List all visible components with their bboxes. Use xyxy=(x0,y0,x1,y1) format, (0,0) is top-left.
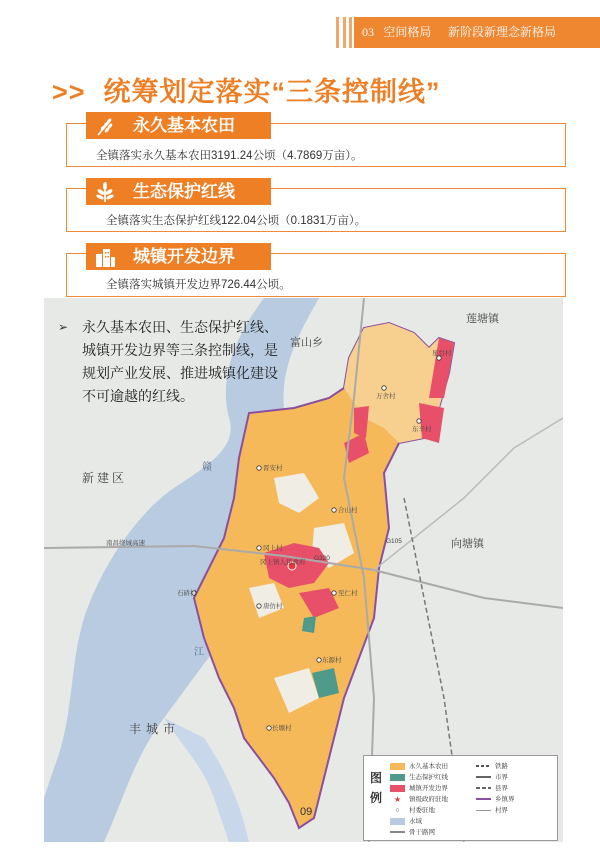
legend-title: 图例 xyxy=(370,771,383,805)
title-arrows: >> xyxy=(52,77,86,107)
legend-label: 铁路 xyxy=(495,763,508,770)
legend-item-road xyxy=(390,828,435,837)
urban-text: 全镇落实城镇开发边界726.44公顷。 xyxy=(106,279,291,291)
legend-label: 生态保护红线 xyxy=(409,774,448,781)
legend-label: 村委驻地 xyxy=(409,807,435,814)
legend-label: 市界 xyxy=(495,774,508,781)
legend-label: 永久基本农田 xyxy=(409,763,448,770)
legend-swatch xyxy=(476,787,491,789)
label-xinjian: 新建区 xyxy=(82,471,128,485)
plant-icon xyxy=(94,181,116,203)
label-road-g320: G320 xyxy=(314,555,330,562)
legend-swatch xyxy=(390,774,405,781)
legend-swatch xyxy=(390,818,405,825)
legend-label: 城镇开发边界 xyxy=(409,785,448,792)
label-xiangtang: 向塘镇 xyxy=(451,538,484,550)
urban-tab xyxy=(86,243,271,270)
chapter-title: 空间格局 xyxy=(383,25,432,39)
label-zhiren-village: 至仁村 xyxy=(338,590,358,597)
eco-redline xyxy=(302,616,316,633)
label-gangshang-gov: 冈上镇人民政府 xyxy=(260,559,306,566)
village-marker xyxy=(257,546,261,550)
label-lianting: 莲塘镇 xyxy=(466,313,499,325)
building-icon xyxy=(94,246,116,268)
label-hexin-village: 合山村 xyxy=(338,507,358,514)
eco-title: 生态保护红线 xyxy=(133,182,235,201)
chapter-number: 03 xyxy=(362,25,374,39)
legend-item-city xyxy=(476,773,508,782)
legend-swatch xyxy=(476,798,491,800)
header-stripe xyxy=(349,17,352,48)
page-title xyxy=(52,70,441,109)
bullet-note xyxy=(58,316,278,408)
farmland-title: 永久基本农田 xyxy=(133,116,235,135)
label-wan-village: 万舍村 xyxy=(376,393,396,400)
legend-item-water xyxy=(390,817,422,826)
village-marker xyxy=(257,466,261,470)
label-road-ring: 南昌绕城高速 xyxy=(106,540,145,547)
legend-label: 水域 xyxy=(409,818,422,825)
legend-item-eco xyxy=(390,773,448,782)
label-dongxin-village: 东辛村 xyxy=(412,426,432,433)
wheat-icon xyxy=(94,115,116,137)
header-stripe xyxy=(336,17,339,48)
map-legend xyxy=(363,755,558,841)
legend-swatch xyxy=(390,785,405,792)
section-title: 新阶段新理念新格局 xyxy=(448,25,557,39)
legend-swatch xyxy=(476,810,491,811)
label-shiqiao-village: 石硚村 xyxy=(177,590,197,597)
legend-swatch xyxy=(390,763,405,770)
bullet-marker: ➢ xyxy=(58,320,69,334)
legend-item-rail xyxy=(476,762,508,771)
legend-swatch xyxy=(476,776,491,778)
header-stripe xyxy=(343,17,346,48)
header-text xyxy=(362,17,556,48)
legend-item-urban xyxy=(390,784,448,793)
legend-label: 村界 xyxy=(495,807,508,814)
label-tangfang-village: 唐仿村 xyxy=(263,603,283,610)
urban-boundary xyxy=(419,403,444,443)
legend-item-township xyxy=(476,795,515,804)
legend-label: 乡镇界 xyxy=(495,796,515,803)
village-marker xyxy=(382,386,386,390)
legend-item-gov xyxy=(390,795,448,804)
circle-icon: ○ xyxy=(395,806,400,814)
bullet-text: 永久基本农田、生态保护红线、城镇开发边界等三条控制线，是规划产业发展、推进城镇化建设不可逾越的红线。 xyxy=(82,319,278,404)
label-xiaoan-village: 晋安村 xyxy=(263,465,283,472)
label-fengcheng: 丰城市 xyxy=(129,722,181,736)
legend-item-village xyxy=(390,806,435,815)
village-marker xyxy=(267,726,271,730)
label-fushan: 富山乡 xyxy=(290,337,323,349)
legend-label: 镇级政府驻地 xyxy=(409,796,448,803)
label-dongyun-village: 东源村 xyxy=(322,657,342,664)
label-gangshang-village: 冈上村 xyxy=(263,545,283,552)
legend-label: 骨干路网 xyxy=(409,829,435,836)
star-icon: ★ xyxy=(393,794,402,804)
eco-text: 全镇落实生态保护红线122.04公顷（0.1831万亩）。 xyxy=(106,215,367,227)
label-xingtai-village: 星台村 xyxy=(432,350,452,357)
farmland-text: 全镇落实永久基本农田3191.24公顷（4.7869万亩）。 xyxy=(96,150,363,162)
label-road-g105: G105 xyxy=(386,538,402,545)
label-changyuan-village: 长塬村 xyxy=(272,725,292,732)
village-marker xyxy=(417,419,421,423)
village-marker xyxy=(332,591,336,595)
label-gan-river: 赣 xyxy=(202,462,212,473)
village-marker xyxy=(257,604,261,608)
village-marker xyxy=(317,658,321,662)
legend-item-farmland xyxy=(390,762,448,771)
legend-label: 县界 xyxy=(495,785,508,792)
farmland-tab xyxy=(86,112,271,139)
page-number: 09 xyxy=(300,806,313,818)
label-jiang: 江 xyxy=(194,647,204,658)
legend-swatch xyxy=(390,831,405,833)
title-text: 统筹划定落实“三条控制线” xyxy=(103,77,441,107)
legend-item-villagebound xyxy=(476,806,508,815)
eco-tab xyxy=(86,178,271,205)
village-marker xyxy=(332,508,336,512)
urban-title: 城镇开发边界 xyxy=(133,247,235,266)
legend-swatch xyxy=(476,765,491,767)
legend-item-county xyxy=(476,784,508,793)
